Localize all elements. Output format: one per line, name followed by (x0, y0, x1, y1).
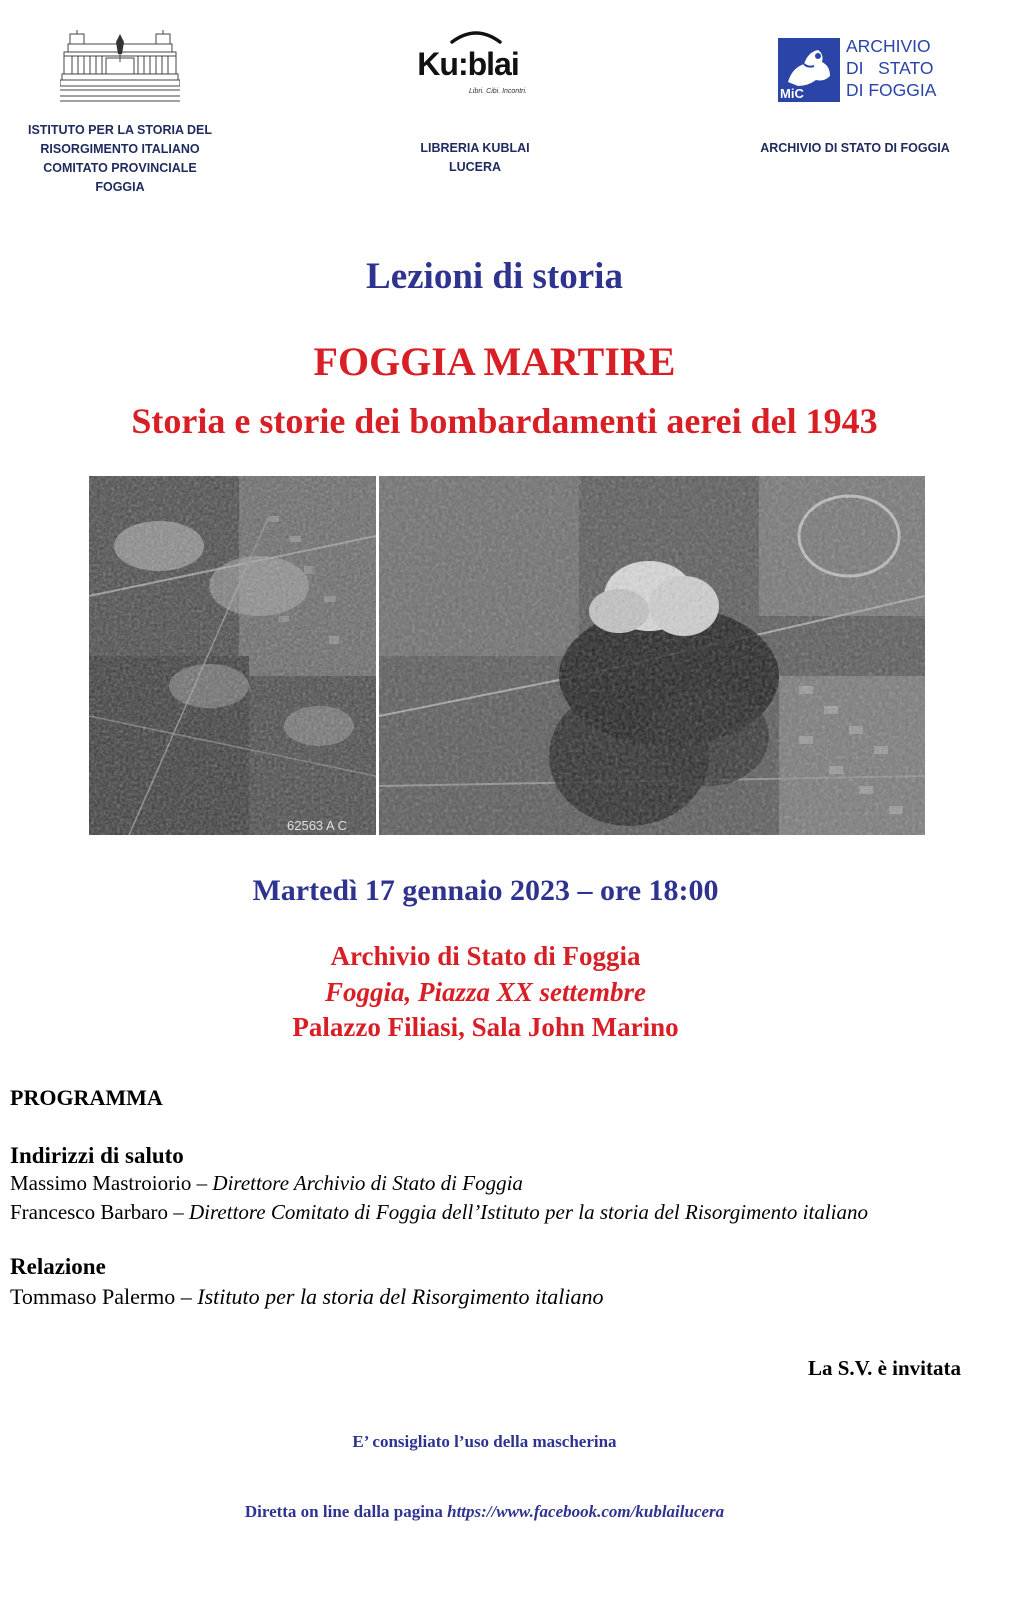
relazione-item (10, 1284, 603, 1310)
speaker-name: Tommaso Palermo (10, 1284, 176, 1309)
aerial-photo-left (89, 476, 376, 835)
stream-label: Diretta on line dalla pagina (244, 1502, 448, 1521)
series-title: Lezioni di storia (366, 256, 623, 297)
archivio-logo-line: ARCHIVIO (846, 36, 931, 56)
venue-room: Palazzo Filiasi, Sala John Marino (292, 1012, 679, 1042)
left-caption-line: COMITATO PROVINCIALE (43, 161, 197, 175)
event-title: FOGGIA MARTIRE (313, 339, 676, 384)
archivio-logo-line: DI STATO (846, 58, 934, 78)
speaker-role: Direttore Comitato di Foggia dell’Istituto per la storia del Risorgimento italiano (189, 1200, 868, 1224)
kublai-logo-text: Ku:blai (417, 46, 519, 82)
mask-note: E’ consigliato l’uso della mascherina (352, 1432, 617, 1451)
programma-heading: PROGRAMMA (10, 1085, 163, 1110)
left-caption-line: FOGGIA (95, 180, 145, 194)
speaker-role: Istituto per la storia del Risorgimento italiano (197, 1284, 604, 1309)
invitation-note: La S.V. è invitata (807, 1356, 961, 1380)
center-caption-line: LIBRERIA KUBLAI (420, 141, 530, 155)
vittoriano-logo (60, 28, 180, 102)
kublai-hat-icon (450, 30, 502, 46)
separator: – (175, 1284, 198, 1309)
saluti-heading: Indirizzi di saluto (10, 1143, 184, 1168)
right-caption: ARCHIVIO DI STATO DI FOGGIA (760, 141, 950, 155)
center-caption (375, 139, 575, 177)
speaker-name: Francesco Barbaro (10, 1200, 169, 1224)
saluto-item (10, 1171, 523, 1196)
center-caption-line: LUCERA (448, 160, 502, 174)
speaker-role: Direttore Archivio di Stato di Foggia (212, 1171, 523, 1195)
archivio-logo-text (846, 35, 996, 101)
venue-name: Archivio di Stato di Foggia (330, 941, 641, 971)
saluto-item (10, 1200, 868, 1225)
left-caption-line: ISTITUTO PER LA STORIA DEL (27, 123, 213, 137)
event-date: Martedì 17 gennaio 2023 – ore 18:00 (252, 874, 719, 907)
venue-address: Foggia, Piazza XX settembre (324, 977, 646, 1007)
archivio-logo-mark (778, 38, 840, 102)
speaker-name: Massimo Mastroiorio (10, 1171, 192, 1195)
separator: – (168, 1200, 190, 1224)
mic-label: MiC (780, 86, 804, 101)
left-caption-line: RISORGIMENTO ITALIANO (40, 142, 200, 156)
event-subtitle: Storia e storie dei bombardamenti aerei del 1943 (131, 401, 878, 441)
left-caption (20, 121, 220, 197)
separator: – (191, 1171, 213, 1195)
kublai-tagline: Libri. Cibi. Incontri. (469, 88, 527, 95)
aerial-photo-right (379, 476, 925, 835)
facebook-link[interactable]: https://www.facebook.com/kublailucera (447, 1502, 725, 1521)
archivio-logo-line: DI FOGGIA (846, 80, 937, 100)
relazione-heading: Relazione (10, 1254, 106, 1279)
photo-serial: 62563 A C (287, 818, 347, 833)
stream-note (0, 1502, 999, 1522)
